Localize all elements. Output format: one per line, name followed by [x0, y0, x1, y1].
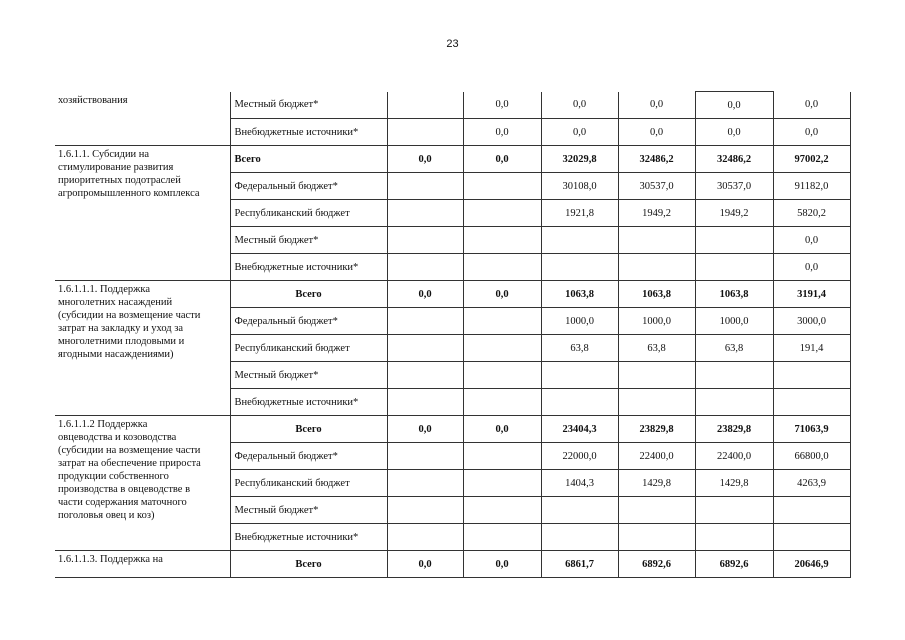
measure-name-line: 1.6.1.1.1. Поддержка [58, 284, 150, 295]
budget-table-body [55, 92, 850, 578]
funding-source: Внебюджетные источники* [230, 119, 387, 146]
amount-cell [541, 524, 618, 551]
amount-cell [773, 497, 850, 524]
amount-cell: 20646,9 [773, 551, 850, 578]
amount-cell: 5820,2 [773, 200, 850, 227]
amount-cell: 0,0 [463, 416, 541, 443]
funding-source: Внебюджетные источники* [230, 254, 387, 281]
amount-cell [541, 227, 618, 254]
amount-cell: 0,0 [463, 119, 541, 146]
amount-cell [463, 362, 541, 389]
amount-cell [773, 389, 850, 416]
amount-cell: 23829,8 [618, 416, 695, 443]
amount-cell [618, 227, 695, 254]
amount-cell: 1949,2 [695, 200, 773, 227]
amount-cell [618, 254, 695, 281]
amount-cell [541, 389, 618, 416]
measure-name-line: овцеводства и козоводства [58, 432, 177, 443]
funding-source: Внебюджетные источники* [230, 389, 387, 416]
measure-name [55, 92, 230, 146]
amount-cell [387, 362, 463, 389]
amount-cell [541, 362, 618, 389]
budget-table [55, 91, 851, 578]
amount-cell: 0,0 [387, 146, 463, 173]
funding-source: Всего [230, 416, 387, 443]
funding-source: Федеральный бюджет* [230, 173, 387, 200]
funding-source: Всего [230, 146, 387, 173]
amount-cell [387, 200, 463, 227]
amount-cell: 30537,0 [695, 173, 773, 200]
amount-cell: 66800,0 [773, 443, 850, 470]
measure-name-line: продукции собственного [58, 471, 169, 482]
amount-cell: 22400,0 [695, 443, 773, 470]
amount-cell: 1429,8 [695, 470, 773, 497]
measure-name-line: части содержания маточного [58, 497, 187, 508]
amount-cell: 0,0 [773, 227, 850, 254]
table-row [55, 92, 850, 119]
amount-cell: 0,0 [541, 119, 618, 146]
amount-cell: 191,4 [773, 335, 850, 362]
measure-name [55, 551, 230, 578]
amount-cell: 0,0 [773, 92, 850, 119]
amount-cell: 0,0 [695, 119, 773, 146]
amount-cell [618, 389, 695, 416]
measure-name-line: 1.6.1.1.3. Поддержка на [58, 554, 163, 565]
measure-name-line: хозяйствования [58, 94, 128, 106]
funding-source: Федеральный бюджет* [230, 308, 387, 335]
amount-cell: 1063,8 [695, 281, 773, 308]
amount-cell: 6861,7 [541, 551, 618, 578]
funding-source: Республиканский бюджет [230, 335, 387, 362]
amount-cell: 0,0 [387, 281, 463, 308]
amount-cell: 32029,8 [541, 146, 618, 173]
amount-cell [387, 443, 463, 470]
amount-cell: 97002,2 [773, 146, 850, 173]
amount-cell: 3000,0 [773, 308, 850, 335]
amount-cell: 0,0 [387, 416, 463, 443]
amount-cell: 30537,0 [618, 173, 695, 200]
amount-cell [463, 173, 541, 200]
amount-cell: 1921,8 [541, 200, 618, 227]
amount-cell [463, 524, 541, 551]
amount-cell [463, 335, 541, 362]
amount-cell [387, 335, 463, 362]
amount-cell: 1949,2 [618, 200, 695, 227]
measure-name [55, 416, 230, 551]
amount-cell: 1063,8 [618, 281, 695, 308]
amount-cell: 1000,0 [541, 308, 618, 335]
page-number: 23 [446, 38, 459, 50]
amount-cell [618, 497, 695, 524]
funding-source: Всего [230, 281, 387, 308]
amount-cell: 32486,2 [695, 146, 773, 173]
amount-cell: 0,0 [463, 92, 541, 119]
measure-name-line: стимулирование развития [58, 162, 174, 173]
amount-cell: 0,0 [463, 146, 541, 173]
amount-cell: 91182,0 [773, 173, 850, 200]
table-row [55, 416, 850, 443]
measure-name-line: 1.6.1.1.2 Поддержка [58, 419, 148, 430]
measure-name [55, 281, 230, 416]
table-row [55, 281, 850, 308]
amount-cell [387, 308, 463, 335]
amount-cell [463, 497, 541, 524]
amount-cell [541, 254, 618, 281]
amount-cell [463, 389, 541, 416]
amount-cell: 0,0 [773, 119, 850, 146]
funding-source: Республиканский бюджет [230, 470, 387, 497]
amount-cell: 0,0 [541, 92, 618, 119]
amount-cell: 22000,0 [541, 443, 618, 470]
amount-cell [387, 524, 463, 551]
measure-name-line: ягодными насаждениями) [58, 349, 174, 360]
amount-cell [773, 362, 850, 389]
amount-cell: 0,0 [618, 92, 695, 119]
amount-cell [387, 389, 463, 416]
amount-cell [695, 227, 773, 254]
measure-name-line: агропромышленного комплекса [58, 188, 200, 199]
measure-name-line: поголовья овец и коз) [58, 510, 155, 521]
measure-name-line: приоритетных подотраслей [58, 175, 181, 186]
amount-cell: 1429,8 [618, 470, 695, 497]
amount-cell [695, 362, 773, 389]
amount-cell: 1404,3 [541, 470, 618, 497]
amount-cell [463, 308, 541, 335]
measure-name-line: затрат на закладку и уход за [58, 323, 184, 334]
amount-cell: 3191,4 [773, 281, 850, 308]
funding-source: Местный бюджет* [230, 92, 387, 119]
amount-cell [387, 92, 463, 119]
amount-cell: 0,0 [387, 551, 463, 578]
amount-cell [773, 524, 850, 551]
funding-source: Всего [230, 551, 387, 578]
measure-name-line: производства в овцеводстве в [58, 484, 191, 495]
amount-cell [695, 389, 773, 416]
funding-source: Местный бюджет* [230, 497, 387, 524]
amount-cell [463, 200, 541, 227]
measure-name [55, 146, 230, 281]
amount-cell: 63,8 [618, 335, 695, 362]
amount-cell: 1000,0 [695, 308, 773, 335]
amount-cell [387, 119, 463, 146]
amount-cell: 32486,2 [618, 146, 695, 173]
amount-cell [387, 470, 463, 497]
amount-cell: 63,8 [541, 335, 618, 362]
amount-cell [695, 497, 773, 524]
amount-cell [387, 173, 463, 200]
funding-source: Республиканский бюджет [230, 200, 387, 227]
funding-source: Местный бюджет* [230, 362, 387, 389]
amount-cell [541, 497, 618, 524]
amount-cell: 71063,9 [773, 416, 850, 443]
amount-cell: 4263,9 [773, 470, 850, 497]
amount-cell: 1063,8 [541, 281, 618, 308]
funding-source: Внебюджетные источники* [230, 524, 387, 551]
amount-cell: 63,8 [695, 335, 773, 362]
amount-cell [463, 227, 541, 254]
measure-name-line: (субсидии на возмещение части [58, 310, 201, 321]
amount-cell [387, 254, 463, 281]
amount-cell [463, 443, 541, 470]
amount-cell: 6892,6 [618, 551, 695, 578]
amount-cell: 0,0 [618, 119, 695, 146]
amount-cell: 0,0 [463, 281, 541, 308]
amount-cell: 0,0 [773, 254, 850, 281]
amount-cell: 30108,0 [541, 173, 618, 200]
amount-cell: 1000,0 [618, 308, 695, 335]
funding-source: Местный бюджет* [230, 227, 387, 254]
amount-cell: 23829,8 [695, 416, 773, 443]
amount-cell [618, 362, 695, 389]
funding-source: Федеральный бюджет* [230, 443, 387, 470]
amount-cell [463, 254, 541, 281]
amount-cell: 0,0 [695, 92, 773, 119]
amount-cell [463, 470, 541, 497]
amount-cell: 0,0 [463, 551, 541, 578]
measure-name-line: затрат на обеспечение прироста [58, 458, 201, 469]
amount-cell [387, 227, 463, 254]
measure-name-line: многолетними плодовыми и [58, 336, 185, 347]
table-row [55, 551, 850, 578]
amount-cell [618, 524, 695, 551]
amount-cell [695, 254, 773, 281]
amount-cell [695, 524, 773, 551]
amount-cell: 6892,6 [695, 551, 773, 578]
amount-cell [387, 497, 463, 524]
measure-name-line: многолетних насаждений [58, 297, 173, 308]
table-row [55, 146, 850, 173]
amount-cell: 23404,3 [541, 416, 618, 443]
measure-name-line: 1.6.1.1. Субсидии на [58, 149, 150, 160]
measure-name-line: (субсидии на возмещение части [58, 445, 201, 456]
amount-cell: 22400,0 [618, 443, 695, 470]
